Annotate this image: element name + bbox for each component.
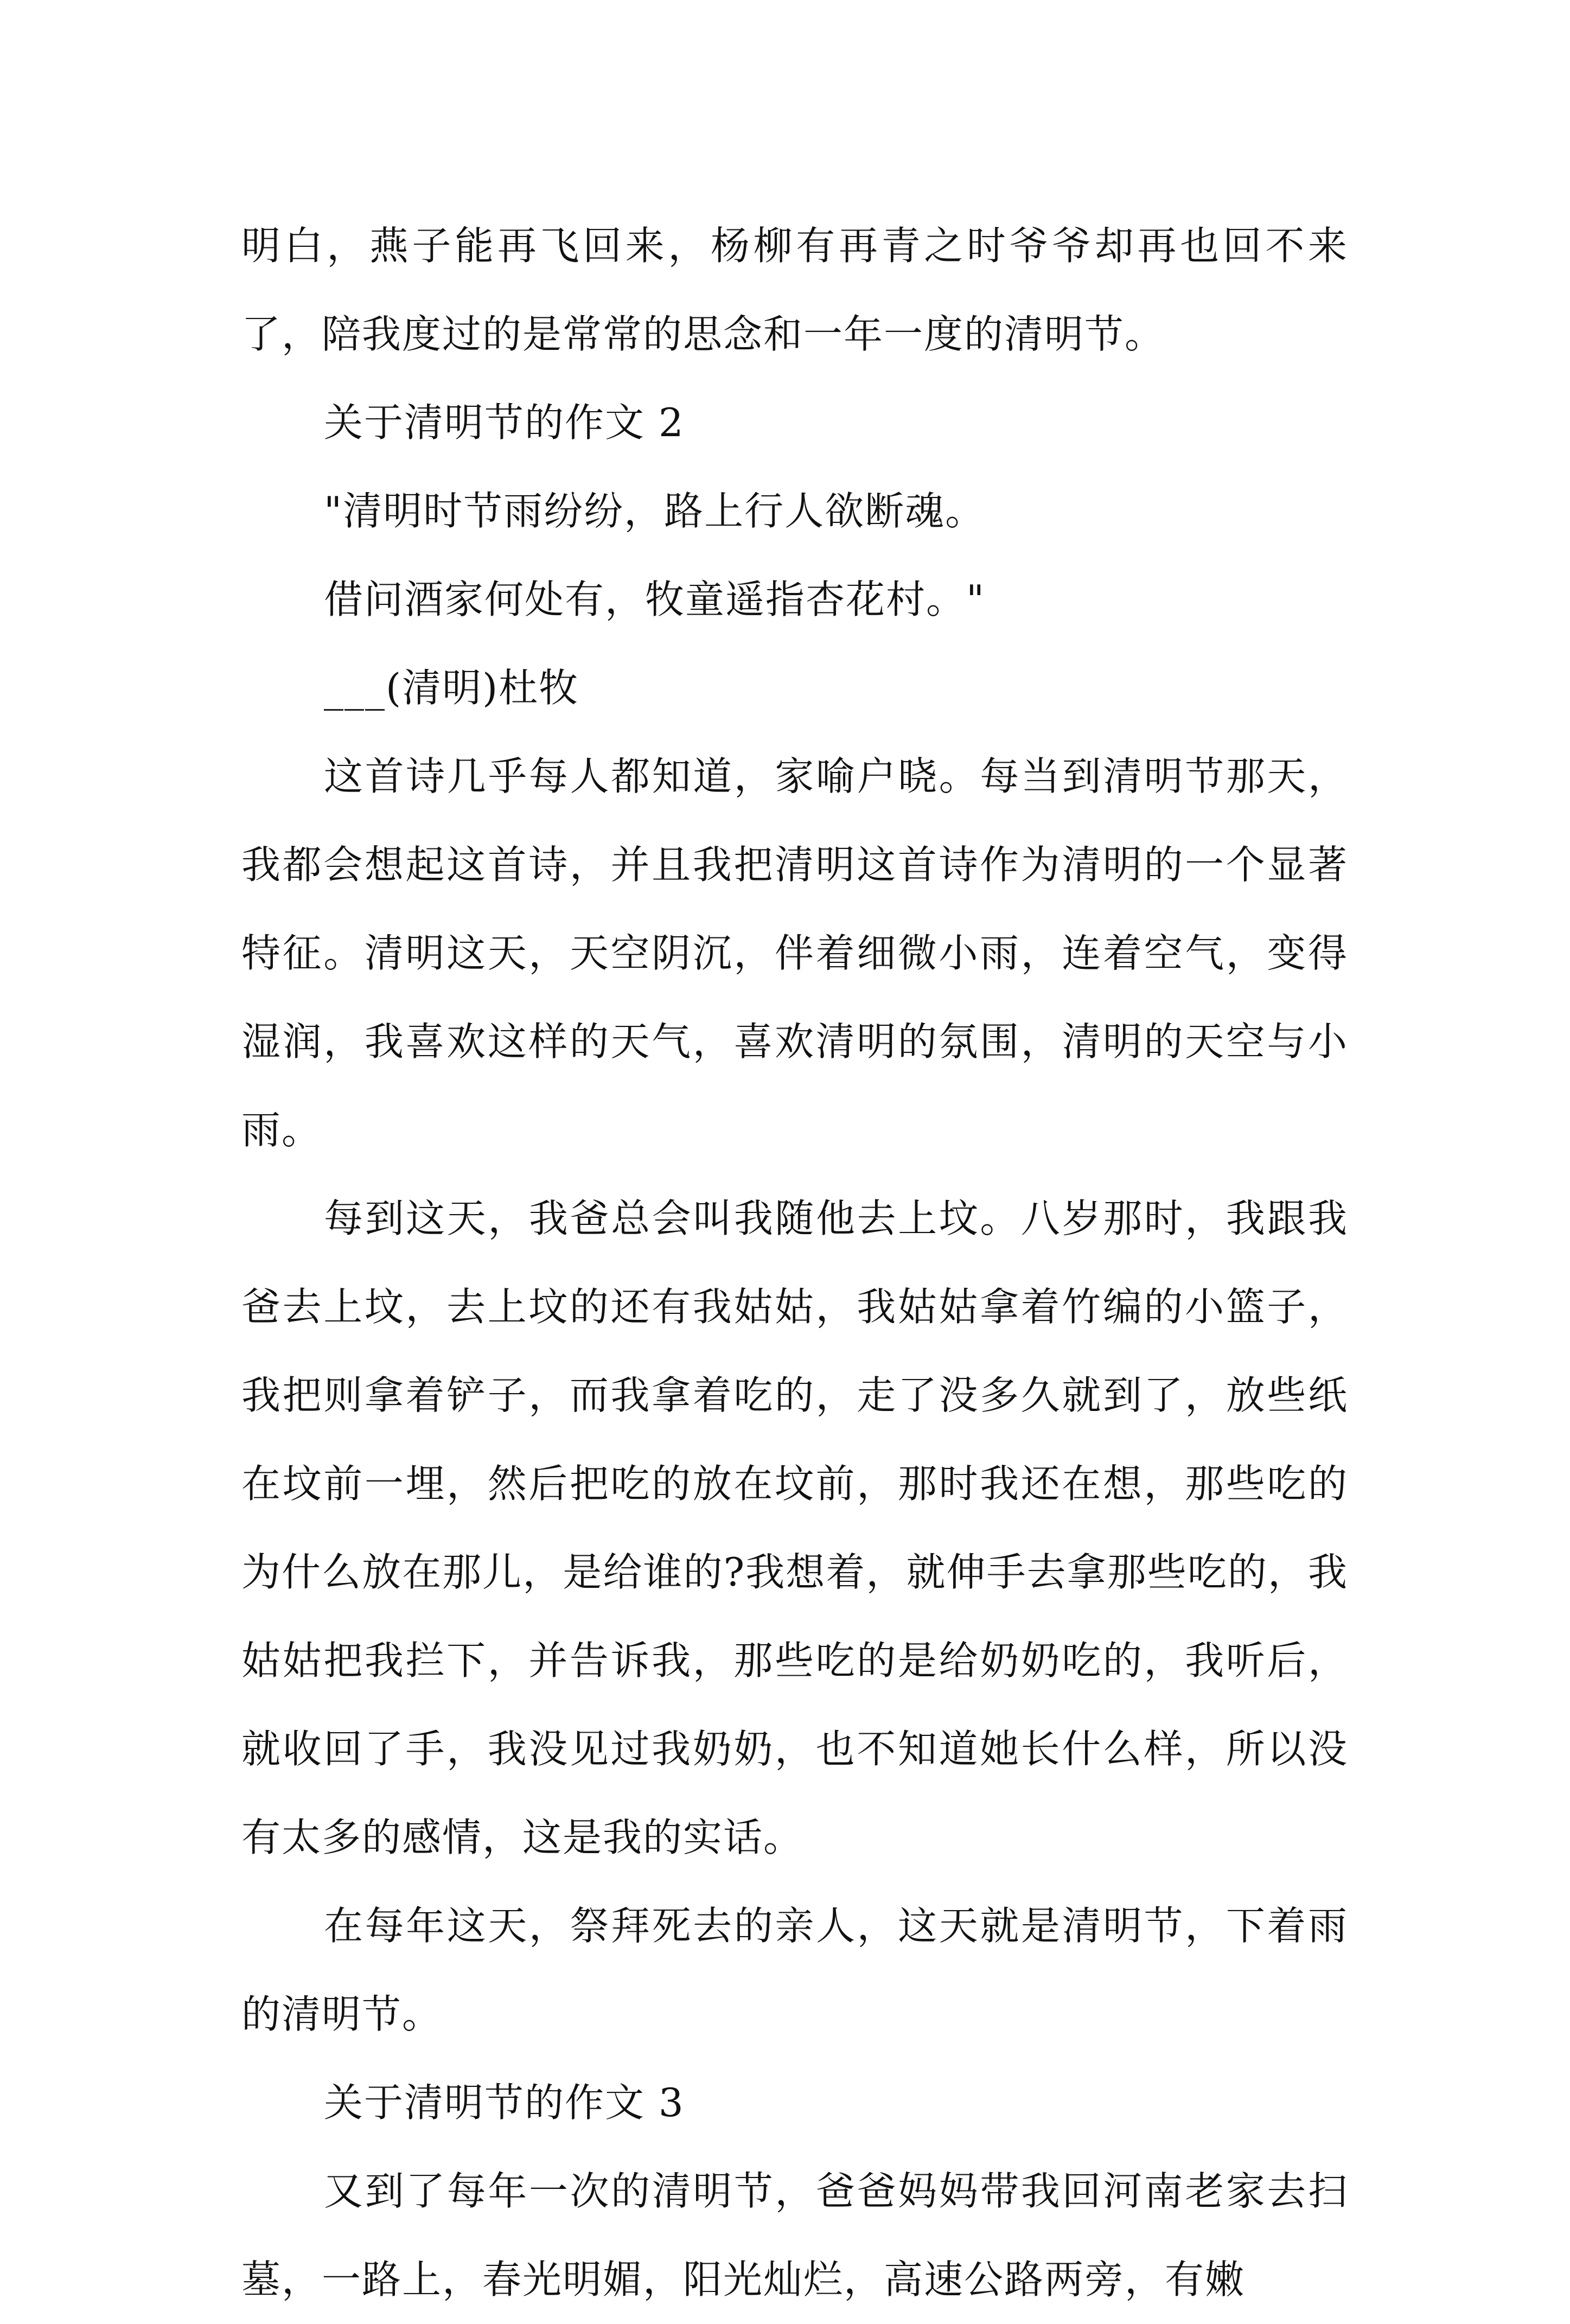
poem-attribution: ___(清明)杜牧: [324, 665, 579, 711]
paragraph: 又到了每年一次的清明节，爸爸妈妈带我回河南老家去扫墓，一路上，春光明媚，阳光灿烂，高速公路两旁，有嫩: [241, 2168, 1348, 2302]
paragraph: 这首诗几乎每人都知道，家喻户晓。每当到清明节那天，我都会想起这首诗，并且我把清明这首诗作为清明的一个显著特征。清明这天，天空阴沉，伴着细微小雨，连着空气，变得湿润，我喜欢这样的天气，喜欢清明的氛围，清明的天空与小雨。: [241, 754, 1348, 1153]
essay-heading-3: 关于清明节的作文 3: [324, 2080, 685, 2125]
paragraph: 每到这天，我爸总会叫我随他去上坟。八岁那时，我跟我爸去上坟，去上坟的还有我姑姑，我姑姑拿着竹编的小篮子，我把则拿着铲子，而我拿着吃的，走了没多久就到了，放些纸在坟前一埋，然后把吃的放在坟前，那时我还在想，那些吃的为什么放在那儿，是给谁的?我想着，就伸手去拿那些吃的，我姑姑把我拦下，并告诉我，那些吃的是给奶奶吃的，我听后，就收回了手，我没见过我奶奶，也不知道她长什么样，所以没有太多的感情，这是我的实话。: [241, 1196, 1348, 1860]
essay-body: [241, 202, 1348, 2324]
poem-line-1: "清明时节雨纷纷，路上行人欲断魂。: [324, 488, 986, 534]
poem-line-2: 借问酒家何处有，牧童遥指杏花村。": [324, 577, 986, 622]
essay-heading-2: 关于清明节的作文 2: [324, 400, 685, 445]
paragraph: 在每年这天，祭拜死去的亲人，这天就是清明节，下着雨的清明节。: [241, 1903, 1348, 2037]
paragraph-continuation: 明白，燕子能再飞回来，杨柳有再青之时爷爷却再也回不来了，陪我度过的是常常的思念和一年一度的清明节。: [241, 223, 1348, 357]
